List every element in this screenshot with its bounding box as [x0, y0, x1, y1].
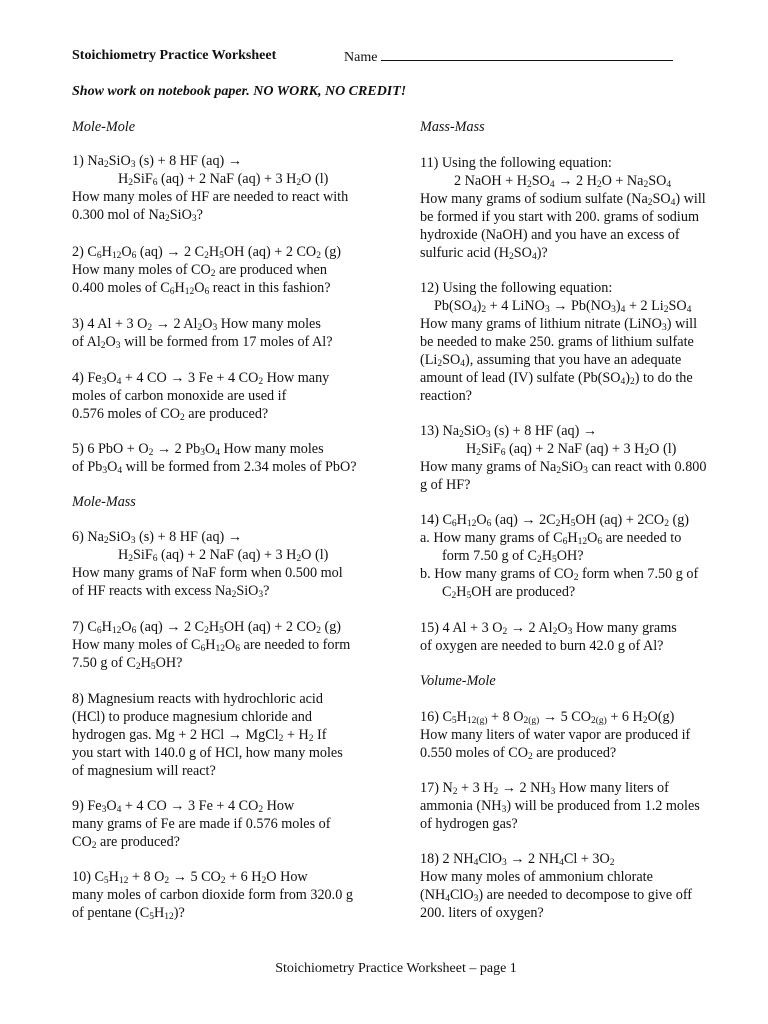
problem-13	[420, 422, 706, 494]
p18-line: 18) 2 $NH_4ClO_3 \to 2$ $NH_4Cl + 3O_2$	[420, 851, 615, 868]
p12-line: be needed to make 250. grams of lithium sulfate	[420, 334, 694, 350]
p1-line: $H_2SiF_6$ (aq) + 2 NaF (aq) + 3 $H_2O$ (l)	[118, 171, 329, 188]
p14-line: a. How many grams of $C_6H_{12}O_6$ are needed to	[420, 530, 682, 547]
p10-line: 10) $C_5H_{12} + 8$ $O_2 \to 5$ $CO_2 + 6$ $H_2O$ How	[72, 869, 308, 886]
problem-6	[72, 528, 343, 600]
p12-line: 12) Using the following equation:	[420, 280, 613, 296]
p10-line: of pentane $(C_5H_{12})$?	[72, 905, 185, 922]
p1-line: How many moles of HF are needed to react with	[72, 189, 349, 205]
p7-line: 7.50 g of $C_2H_5OH$?	[72, 655, 183, 672]
p12-line: reaction?	[420, 388, 472, 404]
p17-line: 17) $N_2 + 3$ $H_2 \to 2$ $NH_3$ How many liters of	[420, 780, 669, 797]
problem-16	[420, 708, 690, 762]
p13-line: 13) $Na_2SiO_3$ (s) + 8 HF (aq) →	[420, 423, 598, 440]
p14-line: form 7.50 g of $C_2H_5OH$?	[442, 548, 584, 565]
problem-7	[72, 618, 350, 672]
p14-line: 14) $C_6H_{12}O_6$ $(aq) \to 2C_2H_5OH$ $(aq) + 2CO_2$ (g)	[420, 512, 690, 529]
p8-line: you start with 140.0 g of HCl, how many moles	[72, 745, 343, 761]
p4-line: 4) $Fe_3O_4 + 4$ CO → 3 Fe + 4 $CO_2$ How many	[72, 370, 330, 387]
p4-line: 0.576 moles of $CO_2$ are produced?	[72, 406, 269, 423]
p10-line: many moles of carbon dioxide form from 320.0 g	[72, 887, 353, 903]
name-label: Name	[344, 50, 378, 65]
p15-line: 15) 4 Al + 3 $O_2 \to 2$ $Al_2O_3$ How many grams	[420, 620, 677, 637]
problem-9	[72, 797, 330, 851]
p17-line: of hydrogen gas?	[420, 816, 518, 832]
p11-line: 11) Using the following equation:	[420, 155, 612, 171]
p6-line: of HF reacts with excess $Na_2SiO_3$?	[72, 583, 270, 600]
p3-line: of $Al_2O_3$ will be formed from 17 moles of Al?	[72, 334, 333, 351]
p8-line: 8) Magnesium reacts with hydrochloric acid	[72, 691, 323, 707]
problem-12	[420, 279, 697, 405]
p17-line: ammonia $(NH_3)$ will be produced from 1.2 moles	[420, 798, 700, 815]
p12-line: $(Li_2SO_4)$, assuming that you have an adequate	[420, 352, 682, 369]
p6-line: How many grams of NaF form when 0.500 mol	[72, 565, 343, 581]
p4-line: moles of carbon monoxide are used if	[72, 388, 287, 404]
problem-5	[72, 440, 357, 476]
p8-line: (HCl) to produce magnesium chloride and	[72, 709, 312, 725]
p14-line: $C_2H_5OH$ are produced?	[442, 584, 576, 601]
p7-line: 7) $C_6H_{12}O_6$ (aq) → 2 $C_2H_5OH$ (aq) + 2 $CO_2$ (g)	[72, 619, 342, 636]
section-volume-mole: Volume-Mole	[420, 673, 496, 689]
p2-line: 2) $C_6H_{12}O_6$ (aq) → 2 $C_2H_5OH$ (aq) + 2 $CO_2$ (g)	[72, 244, 342, 261]
p3-line: 3) 4 Al + 3 $O_2 \to 2$ $Al_2O_3$ How many moles	[72, 316, 321, 333]
p5-line: of $Pb_3O_4$ will be formed from 2.34 moles of PbO?	[72, 459, 357, 476]
p7-line: How many moles of $C_6H_{12}O_6$ are needed to form	[72, 637, 351, 654]
p14-line: b. How many grams of $CO_2$ form when 7.50 g of	[420, 566, 699, 583]
problem-10	[72, 868, 353, 922]
p11-line: How many grams of sodium sulfate $(Na_2SO_4)$ will	[420, 191, 706, 208]
p2-line: How many moles of $CO_2$ are produced when	[72, 262, 327, 279]
name-field[interactable]	[344, 47, 673, 67]
p9-line: many grams of Fe are made if 0.576 moles of	[72, 816, 331, 832]
p18-line: 200. liters of oxygen?	[420, 905, 544, 921]
p12-line: $Pb(SO_4)_2 + 4$ LiNO$_3$ → $Pb(NO_3)_4 + 2$ $Li_2SO_4$	[434, 298, 692, 315]
p8-line: of magnesium will react?	[72, 763, 216, 779]
p9-line: 9) $Fe_3O_4 + 4$ CO → 3 Fe + 4 $CO_2$ How	[72, 798, 295, 815]
p18-line: $(NH_4ClO_3)$ are needed to decompose to give off	[420, 887, 693, 904]
problem-15	[420, 619, 677, 655]
section-mole-mole: Mole-Mole	[72, 119, 136, 135]
p5-line: 5) 6 PbO + $O_2 \to 2$ $Pb_3O_4$ How many moles	[72, 441, 324, 458]
problem-2	[72, 243, 341, 297]
problem-14	[420, 511, 698, 601]
worksheet-title: Stoichiometry Practice Worksheet	[72, 48, 277, 63]
p18-line: How many moles of ammonium chlorate	[420, 869, 653, 885]
name-blank-line[interactable]	[381, 47, 673, 61]
p1-line: 1) $Na_2SiO_3$ (s) + 8 HF (aq) →	[72, 153, 243, 170]
p15-line: of oxygen are needed to burn 42.0 g of Al?	[420, 638, 664, 654]
section-mole-mass: Mole-Mass	[72, 494, 136, 510]
problem-17	[420, 779, 700, 833]
problem-18	[420, 850, 692, 922]
p13-line: $H_2SiF_6$ (aq) + 2 NaF (aq) + 3 $H_2O$ (l)	[466, 441, 677, 458]
p2-line: 0.400 moles of $C_6H_{12}O_6$ react in this fashion?	[72, 280, 331, 297]
problem-11	[420, 154, 706, 262]
problem-1	[72, 152, 348, 224]
problem-3	[72, 315, 333, 351]
p16-line: 0.550 moles of $CO_2$ are produced?	[420, 745, 617, 762]
p11-line: 2 NaOH + $H_2SO_4 \to 2$ $H_2O + Na_2SO_4$	[454, 173, 672, 190]
p6-line: 6) $Na_2SiO_3$ (s) + 8 HF (aq) →	[72, 529, 243, 546]
p6-line: $H_2SiF_6$ (aq) + 2 NaF (aq) + 3 $H_2O$ (l)	[118, 547, 329, 564]
instructions: Show work on notebook paper. NO WORK, NO CREDIT!	[72, 84, 407, 99]
p16-line: How many liters of water vapor are produced if	[420, 727, 691, 743]
p1-line: 0.300 mol of $Na_2SiO_3$?	[72, 207, 203, 224]
p11-line: sulfuric acid $(H_2SO_4)$?	[420, 245, 548, 262]
p11-line: hydroxide (NaOH) and you have an excess of	[420, 227, 680, 243]
p13-line: How many grams of $Na_2SiO_3$ can react with 0.800	[420, 459, 707, 476]
problem-4	[72, 369, 329, 423]
p12-line: How many grams of lithium nitrate (LiNO$_3$) will	[420, 316, 698, 333]
p13-line: g of HF?	[420, 477, 471, 493]
p16-line: 16) $C_5H_{12(g)} + 8$ $O_{2(g)} \to 5$ $CO_{2(g)} + 6$ $H_2O(g)$	[420, 709, 675, 726]
p9-line: $CO_2$ are produced?	[72, 834, 180, 851]
p8-line: hydrogen gas. Mg + 2 HCl → MgCl$_2$ + $H_2$ If	[72, 727, 327, 744]
problem-8	[72, 690, 343, 780]
section-mass-mass: Mass-Mass	[420, 119, 485, 135]
p12-line: amount of lead (IV) sulfate $(Pb(SO_4)_2)$ to do the	[420, 370, 693, 387]
p11-line: be formed if you start with 200. grams of sodium	[420, 209, 699, 225]
page-footer: Stoichiometry Practice Worksheet – page 1	[275, 961, 517, 976]
